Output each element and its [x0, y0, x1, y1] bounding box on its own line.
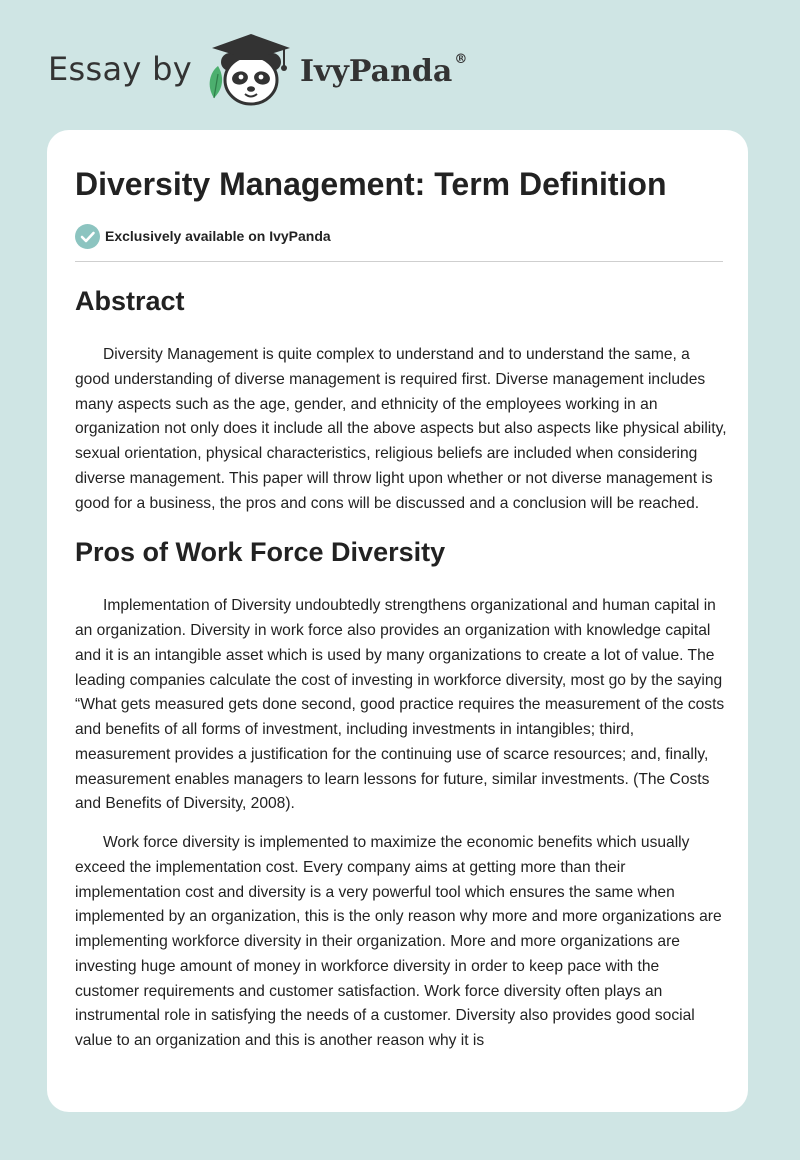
- paragraph: Implementation of Diversity undoubtedly strengthens organizational and human capital in an organization. Diversity in work force also provides an organization with knowledge capital and it is an intangible asset which is used by many organizations to create a lot of value. The leading companies calculate the cost of investing in workforce diversity, most go by the saying “What gets measured gets done second, good practice requires the measurement of the costs and benefits of all forms of investment, including investments in intangibles; third, measurement provides a justification for the continuing use of scarce resources; and, finally, measurement enables managers to learn lessons for future, similar investments. (The Costs and Benefits of Diversity, 2008).: [75, 597, 725, 813]
- essay-by-label: Essay by: [48, 50, 192, 88]
- brand-name[interactable]: [300, 54, 467, 89]
- section-heading-abstract: Abstract: [75, 286, 185, 316]
- page-title: Diversity Management: Term Definition: [75, 166, 667, 202]
- check-circle-icon: [75, 224, 100, 249]
- essay-card: [47, 130, 748, 1112]
- paragraph: Work force diversity is implemented to maximize the economic benefits which usually exceed the implementation cost. Every company aims at getting more than their implementation cost and diversity is a very powerful tool which ensures the same when implemented by an organization, this is the only reason why more and more organizations are implementing workforce diversity in their organization. More and more organizations are investing huge amount of money in workforce diversity in order to keep pace with the customer requirements and customer satisfaction. Work force diversity often plays an instrumental role in satisfying the needs of a customer. Diversity also provides good social value to an organization and this is another reason why it is: [75, 834, 722, 1049]
- exclusive-badge-text: Exclusively available on IvyPanda: [105, 228, 331, 244]
- exclusive-badge: [75, 223, 331, 249]
- title-divider: [75, 261, 723, 262]
- panda-graduation-cap-icon[interactable]: [204, 28, 296, 110]
- essay-content: [75, 281, 727, 1054]
- registered-mark: ®: [454, 52, 468, 67]
- paragraph: Diversity Management is quite complex to understand and to understand the same, a good understanding of diverse management is required first. Diverse management includes many aspects such as the age, gender, and ethnicity of the employees working in an organization not only does it include all the above aspects but also aspects like physical ability, sexual orientation, physical characteristics, religious beliefs are included when considering diverse management. This paper will throw light upon whether or not diverse management is good for a business, the pros and cons will be discussed and a conclusion will be reached.: [75, 346, 727, 512]
- site-header: [48, 28, 508, 118]
- brand-name-text: IvyPanda: [300, 54, 453, 89]
- section-heading-pros: Pros of Work Force Diversity: [75, 537, 446, 568]
